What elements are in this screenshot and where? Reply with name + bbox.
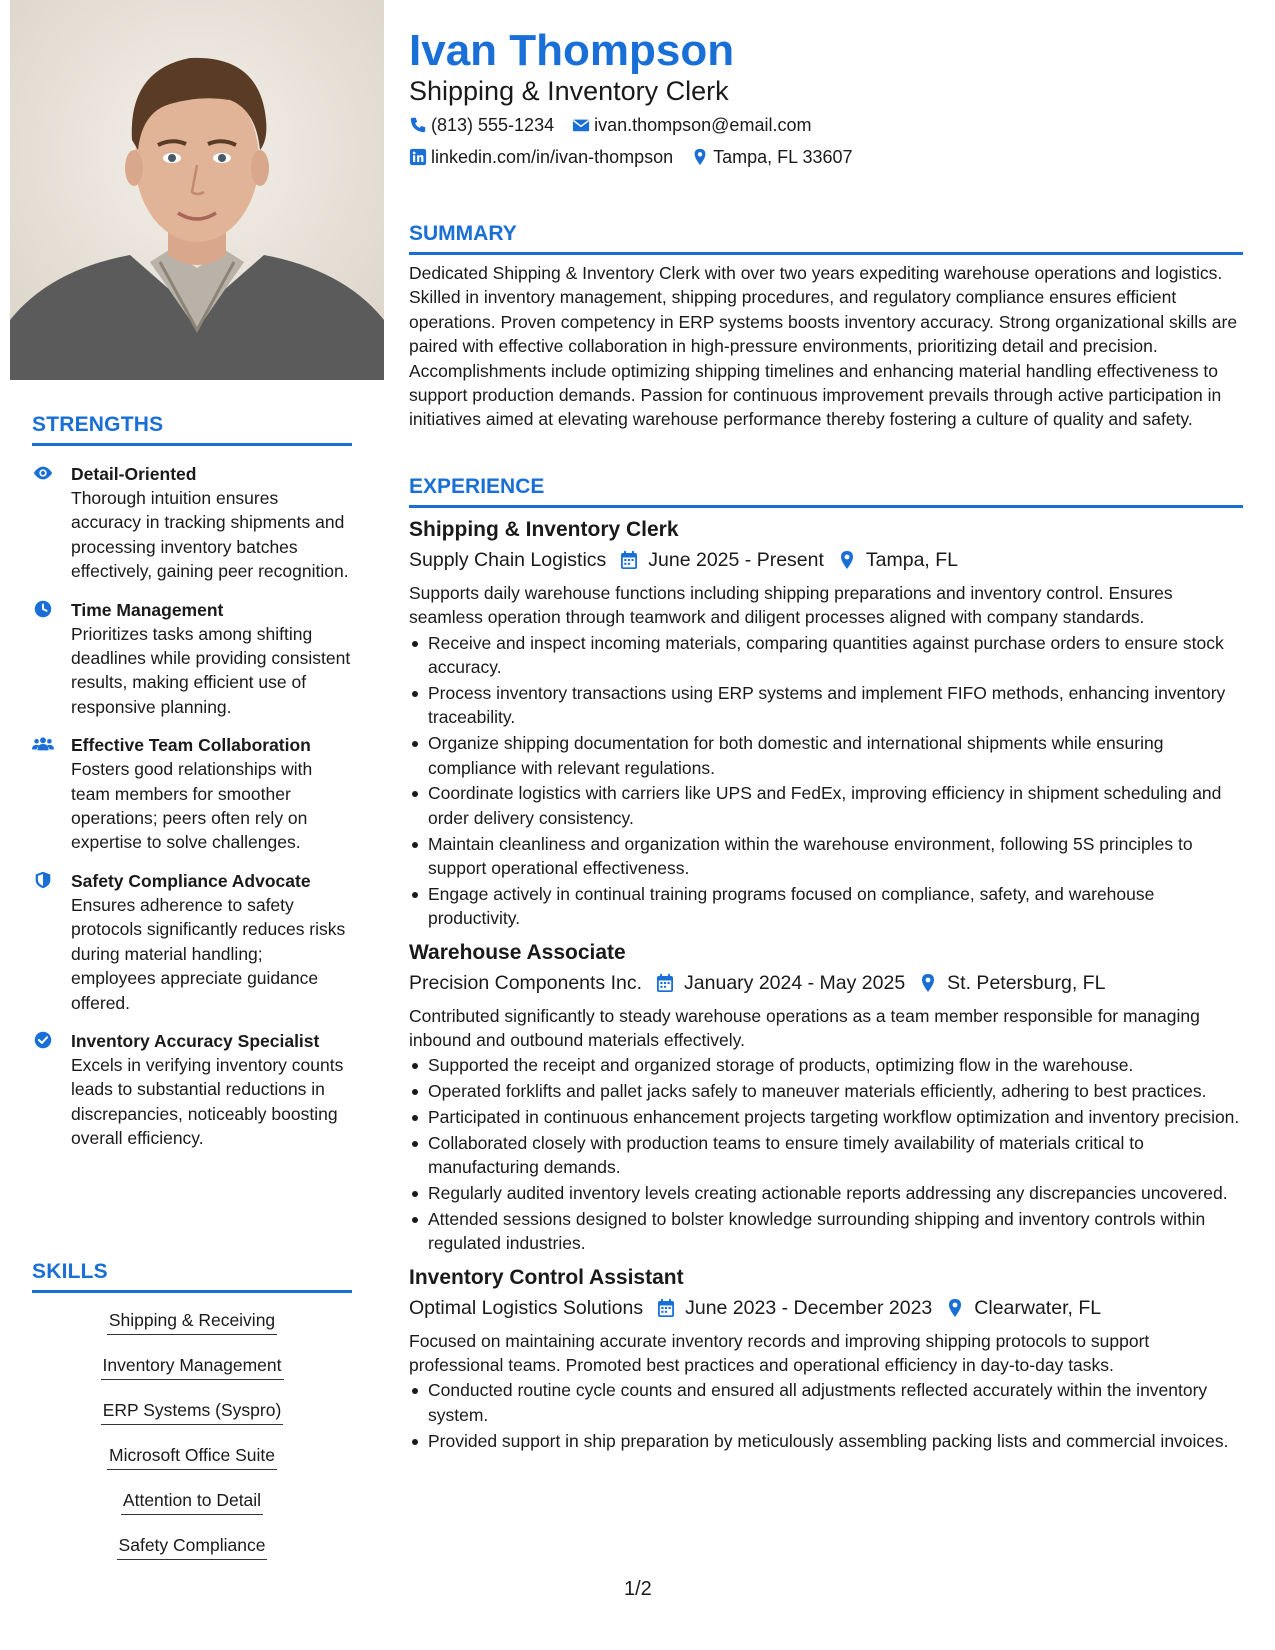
job-bullet: Coordinate logistics with carriers like UPS and FedEx, improving efficiency in shipment scheduling and order delivery consistency. [409,781,1243,830]
job-dates: January 2024 - May 2025 [684,971,906,994]
job-meta [409,1294,1243,1322]
job-entry [409,516,1243,931]
skill-item: Microsoft Office Suite [107,1442,277,1470]
experience-title: EXPERIENCE [409,475,545,498]
job-title: Shipping & Inventory Clerk [409,518,679,541]
skill-item: Shipping & Receiving [107,1307,277,1335]
skill-item: Inventory Management [101,1352,284,1380]
job-bullet: Supported the receipt and organized storage of products, optimizing flow in the warehouse. [409,1053,1243,1077]
contact-row [409,113,811,137]
check-circle-icon [32,1030,54,1050]
skills-section [32,1260,352,1577]
job-entry [409,939,1243,1256]
job-bullets [409,1378,1243,1453]
strength-title: Detail-Oriented [71,464,197,484]
job-title: Inventory Control Assistant [409,1265,684,1289]
job-bullet: Receive and inspect incoming materials, comparing quantities against purchase orders to ensure stock accuracy. [409,631,1243,680]
job-company: Optimal Logistics Solutions [409,1296,644,1319]
strength-desc: Prioritizes tasks among shifting deadlines while providing consistent results, making efficient use of responsive planning. [71,623,351,717]
job-location: St. Petersburg, FL [947,971,1106,994]
candidate-title: Shipping & Inventory Clerk [409,76,729,106]
email-contact[interactable] [572,113,811,137]
job-bullet: Participated in continuous enhancement projects targeting workflow optimization and inventory precision. [409,1105,1243,1129]
strength-desc: Ensures adherence to safety protocols significantly reduces risks during material handling; employees appreciate guidance offered. [71,894,346,1013]
job-meta [409,546,1243,574]
job-bullet: Regularly audited inventory levels creating actionable reports addressing any discrepancies uncovered. [409,1181,1243,1205]
strengths-section [32,413,352,1151]
location-text: Tampa, FL 33607 [713,147,853,167]
phone-text: (813) 555-1234 [431,115,555,135]
skills-rule [32,1290,352,1293]
job-bullet: Attended sessions designed to bolster knowledge surrounding shipping and inventory controls within regulated industries. [409,1207,1243,1256]
strength-item [32,869,352,1015]
strength-item [32,598,352,720]
job-bullet: Provided support in ship preparation by meticulously assembling packing lists and commercial invoices. [409,1429,1243,1453]
users-icon [32,734,54,754]
job-location: Tampa, FL [865,549,959,571]
job-location: Clearwater, FL [974,1296,1102,1319]
skill-item: ERP Systems (Syspro) [101,1397,284,1425]
job-dates: June 2023 - December 2023 [685,1296,933,1319]
job-company: Supply Chain Logistics [409,549,607,571]
job-bullet: Engage actively in continual training programs focused on compliance, safety, and warehouse productivity. [409,882,1243,931]
strength-title: Effective Team Collaboration [71,735,311,756]
strength-title: Inventory Accuracy Specialist [71,1030,320,1051]
strengths-title: STRENGTHS [32,413,164,436]
clock-icon [32,599,54,619]
phone-icon [409,116,427,134]
calendar-icon [620,550,638,570]
map-pin-icon [691,148,709,166]
summary-title: SUMMARY [409,222,517,245]
job-description: Focused on maintaining accurate inventory records and improving shipping protocols to support professional teams. Promoted best practices and operational efficiency in day-to-day tasks. [409,1330,1150,1376]
experience-section [409,474,1243,1454]
skills-title: SKILLS [32,1260,108,1283]
job-description: Supports daily warehouse functions including shipping preparations and inventory control. Ensures seamless operation through teamwork and diligent processes aligned with company standards. [409,583,1173,628]
strengths-rule [32,443,352,446]
skill-item: Safety Compliance [117,1532,268,1560]
linkedin-icon [409,148,427,166]
calendar-icon [656,973,674,993]
summary-rule [409,252,1243,255]
strength-item [32,1029,352,1151]
map-pin-icon [946,1298,964,1318]
map-pin-icon [838,550,856,570]
email-text: ivan.thompson@email.com [594,115,812,135]
job-bullet: Organize shipping documentation for both domestic and international shipments while ensuring compliance with relevant regulations. [409,731,1243,780]
skills-list [32,1307,352,1577]
phone-contact[interactable] [409,113,554,137]
page-number: 1/2 [624,1578,652,1600]
sidebar [0,0,384,1650]
shield-icon [32,870,54,890]
job-bullet: Process inventory transactions using ERP systems and implement FIFO methods, enhancing inventory traceability. [409,681,1243,730]
summary-section [409,221,1243,432]
strengths-list [32,462,352,1151]
strength-title: Time Management [71,599,224,620]
strength-desc: Fosters good relationships with team members for smoother operations; peers often rely on expertise to solve challenges. [71,759,313,853]
strength-item [32,733,352,855]
calendar-icon [657,1298,675,1318]
candidate-name: Ivan Thompson [409,26,735,75]
job-company: Precision Components Inc. [409,971,643,994]
envelope-icon [572,116,590,134]
job-bullets [409,1053,1243,1255]
strength-desc: Thorough intuition ensures accuracy in tracking shipments and processing inventory batches effectively, gaining peer recognition. [71,488,349,582]
strength-title: Safety Compliance Advocate [71,870,311,891]
job-description: Contributed significantly to steady warehouse operations as a team member responsible for managing inbound and outbound materials effectively. [409,1005,1200,1051]
job-dates: June 2025 - Present [648,549,824,571]
job-meta [409,969,1243,997]
job-bullet: Operated forklifts and pallet jacks safely to maneuver materials efficiently, adhering to best practices. [409,1079,1243,1103]
job-entry [409,1264,1243,1453]
linkedin-contact[interactable] [409,145,673,169]
linkedin-text: linkedin.com/in/ivan-thompson [431,147,674,167]
experience-rule [409,505,1243,508]
job-bullet: Conducted routine cycle counts and ensured all adjustments reflected accurately within the inventory system. [409,1378,1243,1427]
strength-item [32,462,352,584]
job-title: Warehouse Associate [409,940,626,964]
contact-row [409,145,853,169]
location-contact [691,145,852,169]
job-bullets [409,631,1243,931]
job-bullet: Maintain cleanliness and organization within the warehouse environment, following 5S principles to support operational effectiveness. [409,832,1243,881]
eye-icon [32,463,54,483]
profile-photo [10,0,384,380]
map-pin-icon [919,973,937,993]
strength-desc: Excels in verifying inventory counts leads to substantial reductions in discrepancies, noticeably boosting overall efficiency. [71,1054,344,1149]
skill-item: Attention to Detail [121,1487,263,1515]
summary-text: Dedicated Shipping & Inventory Clerk with over two years expediting warehouse operations and logistics. Skilled in inventory management, shipping procedures, and regulatory compliance ensures efficient operations. Proven competency in ERP systems boosts inventory accuracy. Strong organizational skills are paired with effective collaboration in high-pressure environments, prioritizing detail and precision. Accomplishments include optimizing shipping timelines and enhancing material handling effectiveness to support production demands. Passion for continuous improvement prevails through active participation in initiatives aimed at elevating warehouse performance thereby fostering a culture of quality and safety. [409,263,1238,430]
job-bullet: Collaborated closely with production teams to ensure timely availability of materials critical to manufacturing demands. [409,1131,1243,1180]
